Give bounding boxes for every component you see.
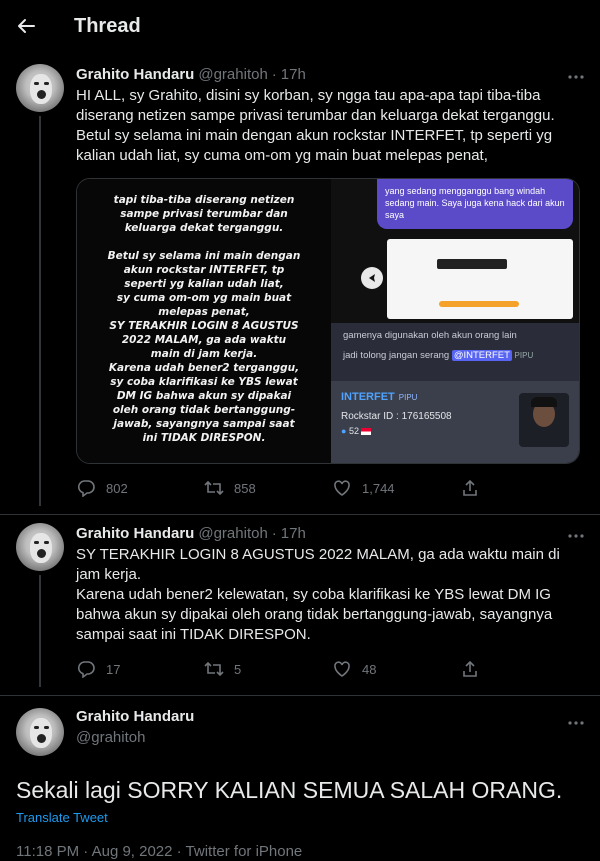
discord-line-1: gamenya digunakan oleh akun orang lain bbox=[343, 330, 517, 341]
reply-icon bbox=[76, 659, 96, 679]
retweet-count: 5 bbox=[234, 661, 242, 677]
reply-button[interactable] bbox=[76, 659, 204, 679]
tweet-actions bbox=[76, 651, 584, 687]
discord-line-2: jadi tolong jangan serang bbox=[343, 350, 450, 361]
like-icon bbox=[332, 659, 352, 679]
thread-tweet-2[interactable] bbox=[0, 515, 600, 687]
arrow-left-icon bbox=[16, 16, 36, 36]
profile-tag: PIPU bbox=[398, 393, 418, 402]
share-button[interactable] bbox=[460, 659, 490, 679]
avatar[interactable] bbox=[16, 64, 64, 112]
profile-photo bbox=[519, 393, 569, 447]
email-screenshot bbox=[387, 239, 573, 319]
share-button[interactable] bbox=[460, 478, 490, 498]
retweet-count: 858 bbox=[234, 480, 256, 496]
author-name[interactable]: Grahito Handaru bbox=[76, 524, 195, 542]
like-count: 1,744 bbox=[362, 480, 395, 496]
like-count: 48 bbox=[362, 661, 377, 677]
thread-header bbox=[0, 0, 600, 52]
reply-icon bbox=[76, 478, 96, 498]
discord-sub: PIPU bbox=[514, 351, 534, 360]
retweet-button[interactable] bbox=[204, 659, 332, 679]
tweet-time[interactable]: 17h bbox=[280, 65, 306, 83]
more-icon[interactable] bbox=[568, 525, 584, 541]
reply-count: 802 bbox=[106, 480, 128, 496]
separator-dot: · bbox=[271, 524, 277, 542]
play-icon[interactable] bbox=[361, 267, 383, 289]
like-button[interactable] bbox=[332, 478, 460, 498]
like-icon bbox=[332, 478, 352, 498]
separator-dot: · bbox=[271, 65, 277, 83]
retweet-button[interactable] bbox=[204, 478, 332, 498]
author-name[interactable]: Grahito Handaru bbox=[76, 708, 195, 725]
thread-connector bbox=[39, 575, 41, 687]
tweet-media[interactable] bbox=[76, 178, 580, 464]
tweet-text: SY TERAKHIR LOGIN 8 AGUSTUS 2022 MALAM, ga ada waktu main di jam kerja. Karena udah bener2 kelewatan, sy coba klarifikasi ke YBS lewat DM IG bahwa akun sy dipakai oleh orang tidak bertanggung-jawab, sayangnya sampai saat ini TIDAK DIRESPON. bbox=[76, 546, 560, 643]
tweet-text: HI ALL, sy Grahito, disini sy korban, sy ngga tau apa-apa tapi tiba-tiba diserang netizen sampe privasi terumbar dan keluarga dekat terganggu. Betul sy selama ini main dengan akun rockstar INTERFET, tp seperti yg kalian udah liat, sy cuma om-om yg main buat melepas penat, bbox=[76, 87, 555, 164]
thread-connector bbox=[39, 116, 41, 506]
chat-bubble: yang sedang mengganggu bang windah sedang main. Saya juga kena hack dari akun saya bbox=[377, 179, 573, 229]
tweet-timestamp[interactable]: 11:18 PM · Aug 9, 2022 · Twitter for iPhone bbox=[16, 843, 303, 860]
reply-button[interactable] bbox=[76, 478, 204, 498]
author-name[interactable]: Grahito Handaru bbox=[76, 65, 195, 83]
translate-tweet-link[interactable]: Translate Tweet bbox=[16, 810, 108, 825]
more-icon[interactable] bbox=[568, 712, 584, 728]
back-button[interactable] bbox=[16, 16, 36, 36]
share-icon bbox=[460, 659, 480, 679]
tweet-actions bbox=[76, 470, 584, 506]
tweet-text: Sekali lagi SORRY KALIAN SEMUA SALAH ORANG. bbox=[16, 777, 563, 803]
more-icon[interactable] bbox=[568, 66, 584, 82]
discord-message bbox=[331, 323, 579, 381]
reply-count: 17 bbox=[106, 661, 121, 677]
retweet-icon bbox=[204, 478, 224, 498]
like-button[interactable] bbox=[332, 659, 460, 679]
author-handle[interactable]: @grahitoh bbox=[198, 65, 268, 83]
author-handle[interactable]: @grahitoh bbox=[198, 524, 268, 542]
retweet-icon bbox=[204, 659, 224, 679]
tweet-time[interactable]: 17h bbox=[280, 524, 306, 542]
avatar[interactable] bbox=[16, 523, 64, 571]
page-title: Thread bbox=[74, 14, 141, 37]
focused-tweet bbox=[0, 696, 600, 860]
rockstar-profile-card: INTERFET PIPU Rockstar ID : 176165508 ● 52 bbox=[331, 381, 579, 463]
profile-name: INTERFET bbox=[341, 391, 395, 403]
share-icon bbox=[460, 478, 480, 498]
media-image-text: tapi tiba-tiba diserang netizen sampe privasi terumbar dan keluarga dekat terganggu. Betul sy selama ini main dengan akun rockstar INTERFET, tp seperti yg kalian udah liat, sy cuma om-om yg main buat melepas penat, SY TERAKHIR LOGIN 8 AGUSTUS 2022 MALAM, ga ada waktu main di jam kerja. Karena udah bener2 terganggu, sy coba klarifikasi ke YBS lewat DM IG bahwa akun sy dipakai oleh orang tidak bertanggung- jawab, sayangnya sampai saat ini TIDAK DIRESPON. bbox=[77, 179, 331, 463]
avatar[interactable] bbox=[16, 708, 64, 756]
discord-mention: @INTERFET bbox=[453, 350, 510, 361]
author-handle[interactable]: @grahitoh bbox=[76, 729, 146, 746]
friends-count: 52 bbox=[348, 426, 359, 436]
thread-tweet-1[interactable] bbox=[0, 52, 600, 506]
rockstar-id: Rockstar ID : 176165508 bbox=[341, 411, 452, 422]
